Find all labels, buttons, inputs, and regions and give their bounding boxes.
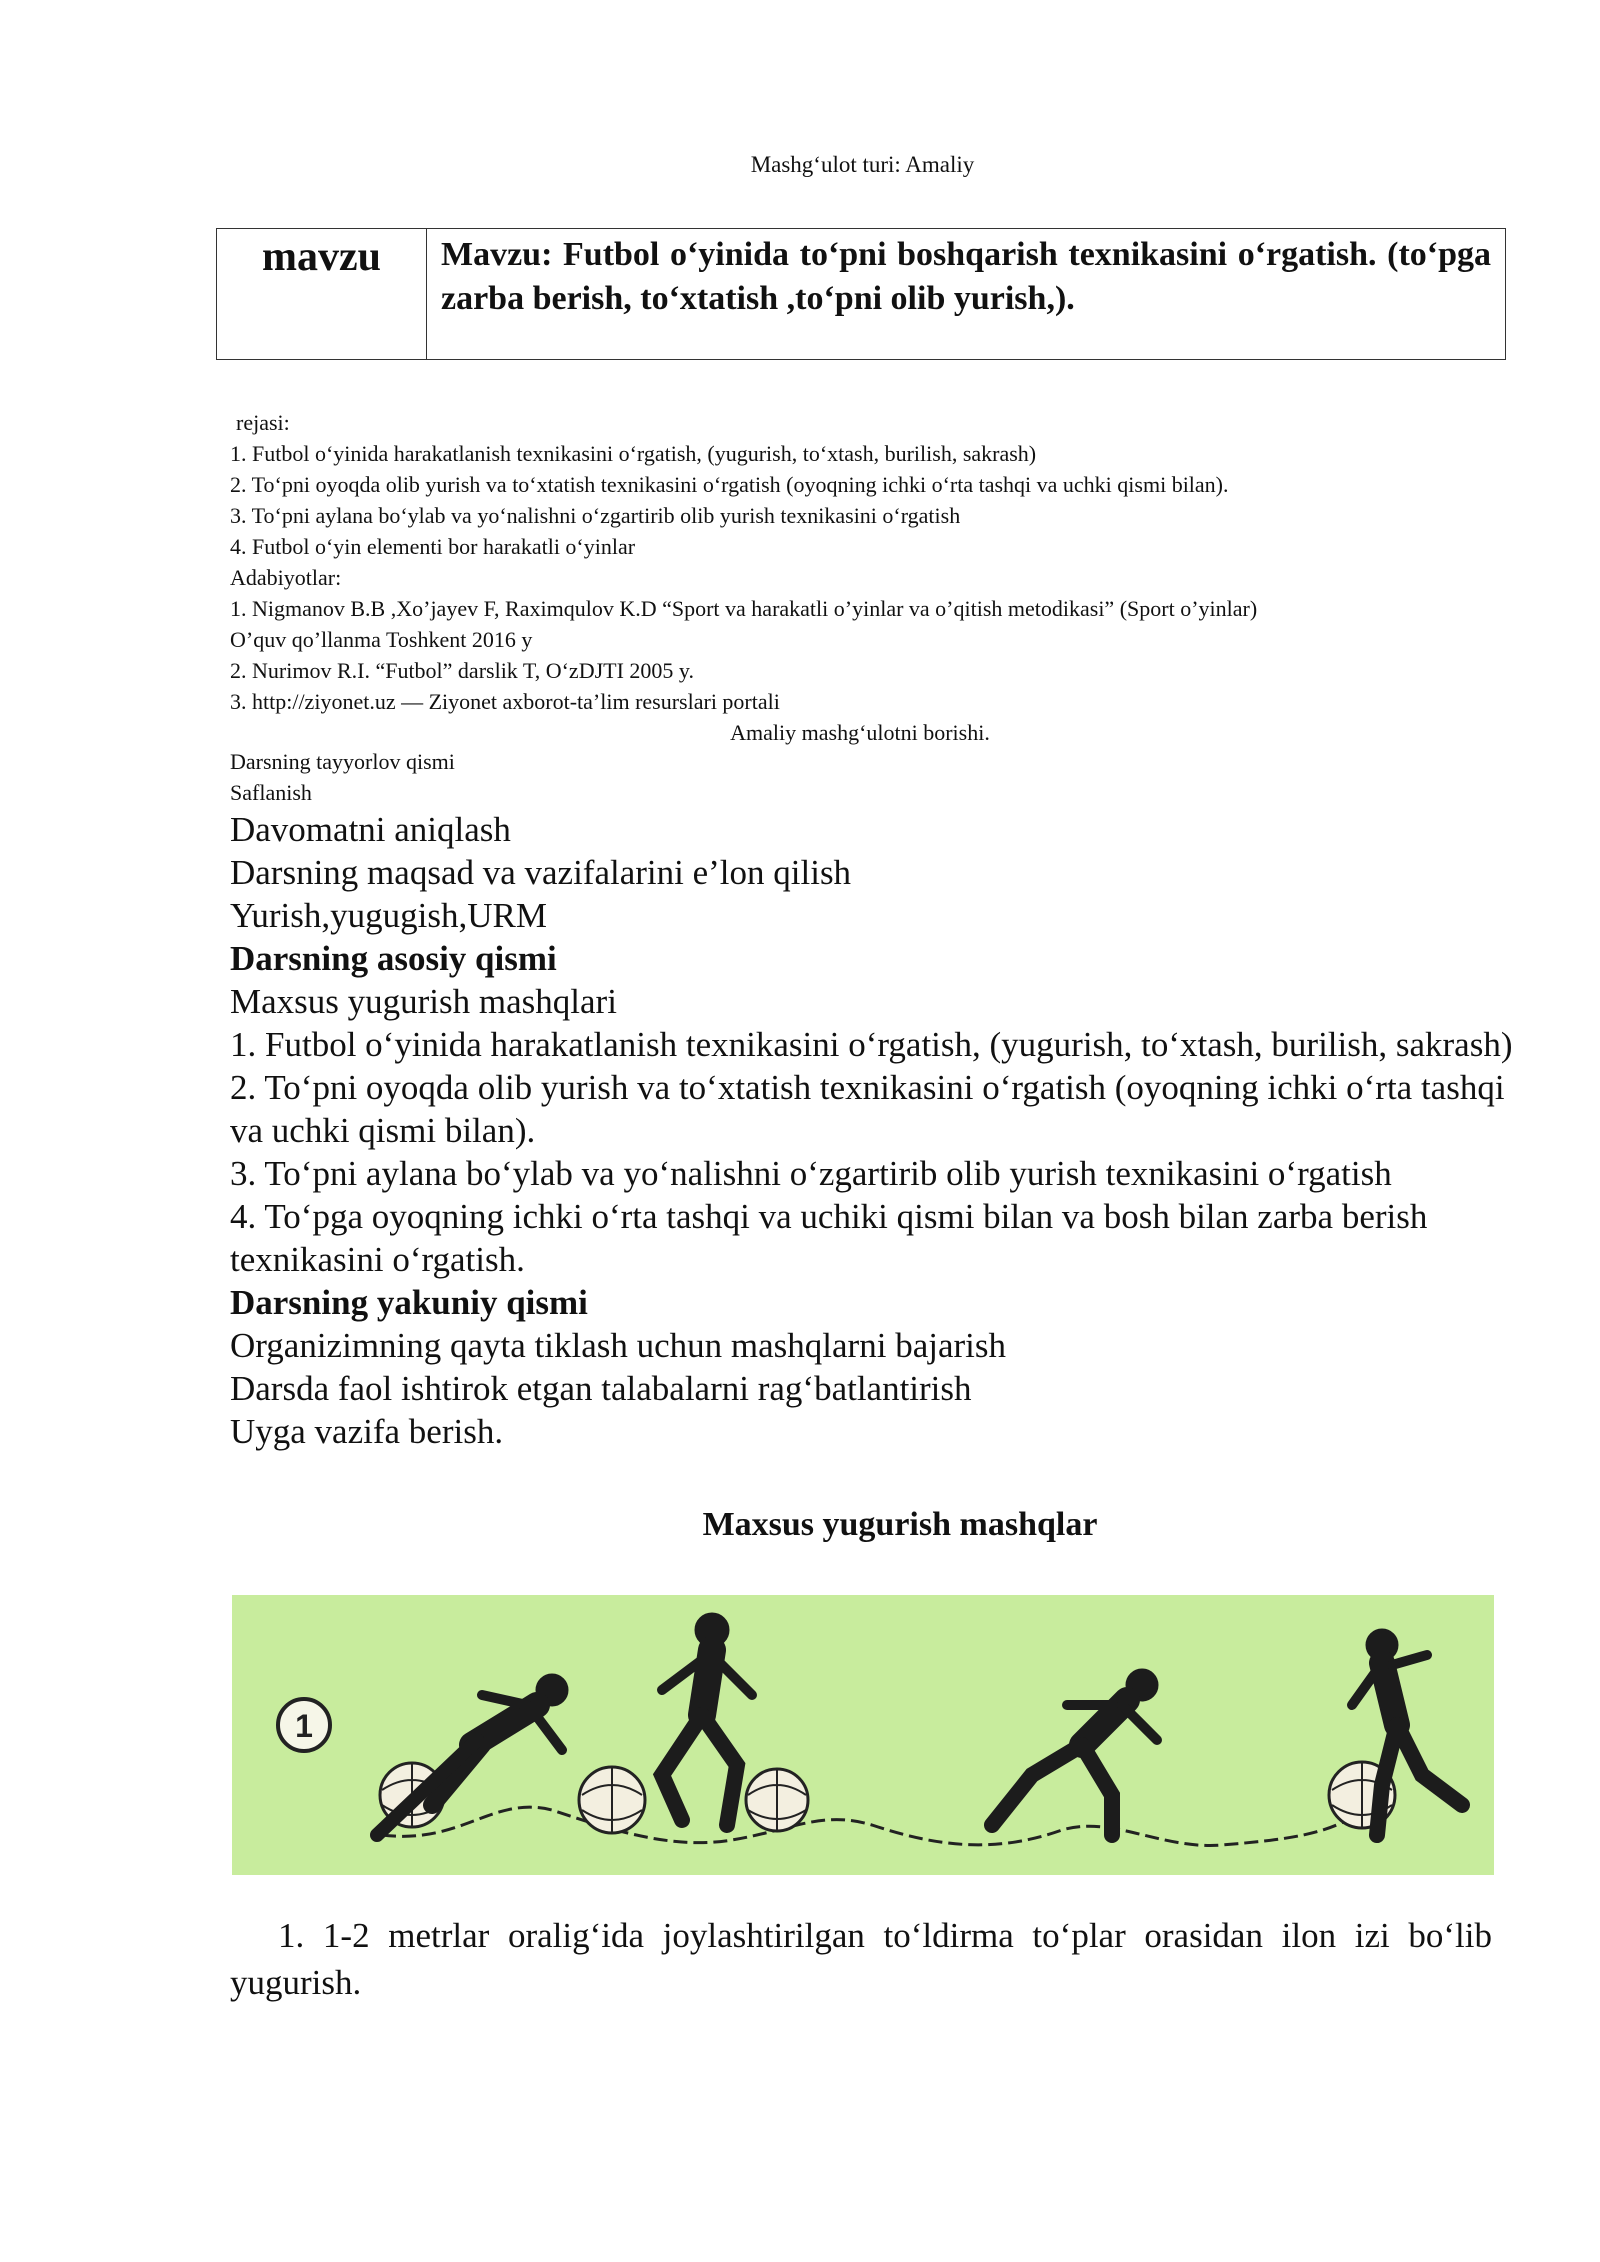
ball-icon bbox=[746, 1769, 808, 1831]
main-item: 4. To‘pga oyoqning ichki o‘rta tashqi va uchiki qismi bilan va bosh bilan zarba berish texnikasini o‘rgatish. bbox=[230, 1197, 1428, 1279]
literature-item: O’quv qo’llanma Toshkent 2016 y bbox=[230, 627, 533, 652]
ball-icon bbox=[579, 1767, 645, 1833]
prep-heading: Darsning tayyorlov qismi bbox=[230, 749, 455, 774]
final-item: Organizimning qayta tiklash uchun mashqlarni bajarish bbox=[230, 1326, 1006, 1365]
run-path bbox=[382, 1807, 1362, 1845]
plan-item: 1. Futbol o‘yinida harakatlanish texnikasini o‘rgatish, (yugurish, to‘xtash, burilish, sakrash) bbox=[230, 441, 1037, 466]
main-sub: Maxsus yugurish mashqlari bbox=[230, 982, 617, 1021]
main-item: 3. To‘pni aylana bo‘ylab va yo‘nalishni o‘zgartirib olib yurish texnikasini o‘rgatish bbox=[230, 1154, 1392, 1193]
main-heading: Darsning asosiy qismi bbox=[230, 939, 557, 978]
final-item: Darsda faol ishtirok etgan talabalarni rag‘batlantirish bbox=[230, 1369, 972, 1408]
plan-item: 3. To‘pni aylana bo‘ylab va yo‘nalishni o‘zgartirib olib yurish texnikasini o‘rgatish bbox=[230, 503, 961, 528]
prep-item: Yurish,yugugish,URM bbox=[230, 896, 547, 935]
runner-figure bbox=[662, 1613, 752, 1825]
literature-item: 3. http://ziyonet.uz — Ziyonet axborot-ta’lim resurslari portali bbox=[230, 689, 780, 714]
progress-heading: Amaliy mashg‘ulotni borishi. bbox=[730, 720, 990, 745]
plan-section bbox=[230, 407, 1530, 748]
plan-item: 4. Futbol o‘yin elementi bor harakatli o‘yinlar bbox=[230, 534, 636, 559]
lesson-type: Mashg‘ulot turi: Amaliy bbox=[750, 152, 975, 177]
running-drill-illustration bbox=[232, 1595, 1494, 1875]
topic-table bbox=[216, 228, 1506, 360]
topic-value: Mavzu: Futbol o‘yinida to‘pni boshqarish texnikasini o‘rgatish. (to‘pga zarba berish, to‘xtatish ,to‘pni olib yurish,). bbox=[441, 236, 1491, 317]
literature-item: 1. Nigmanov B.B ,Xo’jayev F, Raximqulov K.D “Sport va harakatli o’yinlar va o’qitish metodikasi” (Sport o’yinlar) bbox=[230, 596, 1258, 621]
figure-caption: 1. 1-2 metrlar oralig‘ida joylashtirilgan to‘ldirma to‘plar orasidan ilon izi bo‘lib yugurish. bbox=[230, 1916, 1492, 2002]
illustration-svg bbox=[232, 1595, 1494, 1875]
literature-item: 2. Nurimov R.I. “Futbol” darslik T, O‘zDJTI 2005 y. bbox=[230, 658, 694, 683]
lesson-section bbox=[230, 746, 1530, 1453]
figure-title: Maxsus yugurish mashqlar bbox=[702, 1506, 1098, 1543]
main-item: 2. To‘pni oyoqda olib yurish va to‘xtatish texnikasini o‘rgatish (oyoqning ichki o‘rta tashqi va uchki qismi bilan). bbox=[230, 1068, 1505, 1150]
literature-heading: Adabiyotlar: bbox=[230, 565, 342, 590]
figure-number: 1 bbox=[295, 1708, 313, 1744]
plan-heading: rejasi: bbox=[236, 410, 290, 435]
topic-label: mavzu bbox=[217, 229, 427, 359]
runner-figure bbox=[377, 1674, 568, 1835]
final-heading: Darsning yakuniy qismi bbox=[230, 1283, 588, 1322]
main-item: 1. Futbol o‘yinida harakatlanish texnikasini o‘rgatish, (yugurish, to‘xtash, burilish, sakrash) bbox=[230, 1025, 1513, 1064]
plan-item: 2. To‘pni oyoqda olib yurish va to‘xtatish texnikasini o‘rgatish (oyoqning ichki o‘rta tashqi va uchki qismi bilan). bbox=[230, 472, 1229, 497]
final-item: Uyga vazifa berish. bbox=[230, 1412, 504, 1451]
runner-figure bbox=[992, 1669, 1158, 1835]
prep-item: Darsning maqsad va vazifalarini e’lon qilish bbox=[230, 853, 852, 892]
prep-sub: Saflanish bbox=[230, 780, 312, 805]
prep-item: Davomatni aniqlash bbox=[230, 810, 511, 849]
